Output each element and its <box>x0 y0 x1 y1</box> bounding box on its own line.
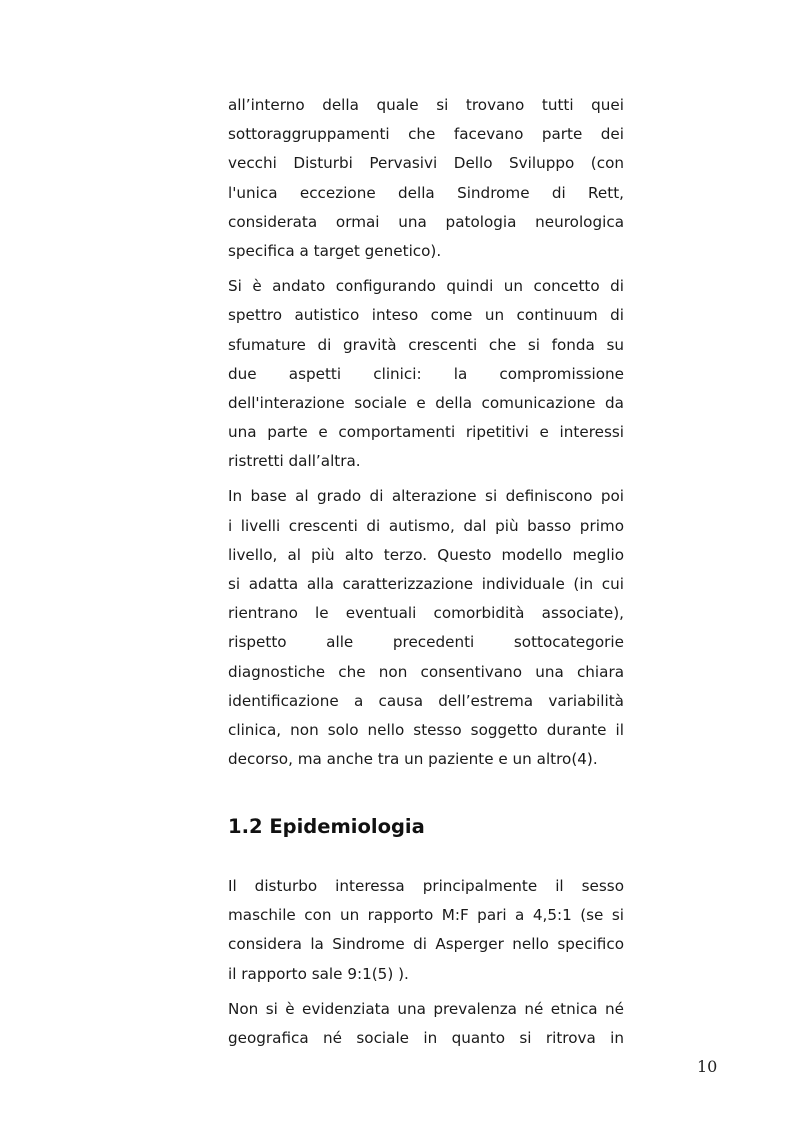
section-heading: 1.2 Epidemiologia <box>228 815 425 838</box>
text-line: Il disturbo interessa principalmente il sesso <box>228 877 624 895</box>
text-line: sottoraggruppamenti che facevano parte dei <box>228 125 624 144</box>
text-line: In base al grado di alterazione si definiscono poi <box>228 487 624 506</box>
text-line: specifica a target genetico). <box>228 241 442 260</box>
text-line: maschile con un rapporto M:F pari a 4,5:1 (se si <box>228 906 624 925</box>
section-2-body <box>228 872 624 1053</box>
text-line: livello, al più alto terzo. Questo modello meglio <box>228 545 624 564</box>
text-line: sfumature di gravità crescenti che si fonda su <box>228 335 624 354</box>
text-line: si adatta alla caratterizzazione individuale (in cui <box>228 575 624 593</box>
text-line: Si è andato configurando quindi un concetto di <box>228 277 624 296</box>
text-line: all’interno della quale si trovano tutti quei <box>228 96 624 114</box>
text-line: diagnostiche che non consentivano una chiara <box>228 662 624 681</box>
text-line: ristretti dall’altra. <box>228 452 361 471</box>
text-line: identificazione a causa dell’estrema variabilità <box>228 691 624 710</box>
text-line: decorso, ma anche tra un paziente e un altro(4). <box>228 750 598 769</box>
text-line: vecchi Disturbi Pervasivi Dello Sviluppo (con <box>228 154 624 173</box>
text-line: rientrano le eventuali comorbidità associate), <box>228 604 624 623</box>
text-line: due aspetti clinici: la compromissione <box>228 364 624 383</box>
text-line: Non si è evidenziata una prevalenza né etnica né <box>228 999 624 1018</box>
text-line: l'unica eccezione della Sindrome di Rett, <box>228 183 624 202</box>
text-line: considera la Sindrome di Asperger nello specifico <box>228 935 624 954</box>
section-1-body <box>228 91 624 774</box>
paragraph-1 <box>228 91 624 266</box>
text-line: geografica né sociale in quanto si ritrova in <box>228 1028 624 1047</box>
text-line: dell'interazione sociale e della comunicazione da <box>228 393 624 412</box>
text-line: i livelli crescenti di autismo, dal più basso primo <box>228 516 624 535</box>
text-line: il rapporto sale 9:1(5) ). <box>228 964 409 983</box>
paragraph-3 <box>228 482 624 774</box>
paragraph-5 <box>228 995 624 1053</box>
text-line: considerata ormai una patologia neurologica <box>228 212 624 231</box>
text-line: spettro autistico inteso come un continuum di <box>228 306 624 325</box>
text-line: una parte e comportamenti ripetitivi e interessi <box>228 423 624 442</box>
text-line: rispetto alle precedenti sottocategorie <box>228 633 624 652</box>
paragraph-4 <box>228 872 624 989</box>
paragraph-2 <box>228 272 624 476</box>
page-number: 10 <box>697 1057 718 1076</box>
text-line: clinica, non solo nello stesso soggetto durante il <box>228 720 624 739</box>
